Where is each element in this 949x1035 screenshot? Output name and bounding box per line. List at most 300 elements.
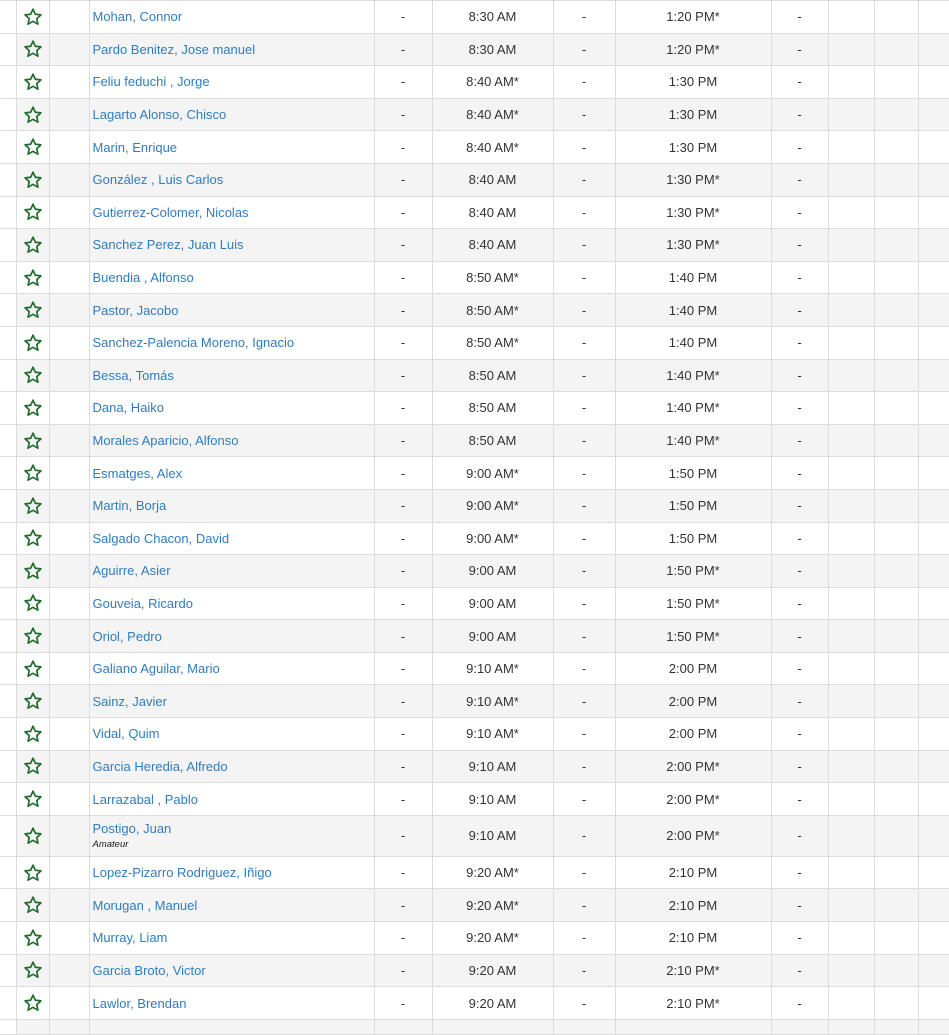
round2-tee-time: 2:00 PM [615,652,771,685]
empty-cell [49,489,89,522]
position-cell: - [553,326,615,359]
empty-cell [49,1019,89,1034]
star-outline-icon[interactable] [17,789,49,809]
empty-cell [828,750,874,783]
table-row [0,326,949,359]
round2-tee-time: 1:50 PM [615,457,771,490]
empty-cell [874,856,918,889]
position-cell: - [553,783,615,816]
empty-cell [49,261,89,294]
empty-cell [918,163,949,196]
empty-cell [874,131,918,164]
favorite-cell[interactable] [16,652,49,685]
favorite-cell[interactable] [16,685,49,718]
favorite-cell[interactable] [16,718,49,751]
position-cell: - [374,685,432,718]
round1-tee-time: 9:20 AM* [432,922,553,955]
star-outline-icon[interactable] [17,365,49,385]
round2-tee-time: 2:10 PM [615,922,771,955]
position-cell: - [374,1,432,34]
empty-cell [828,555,874,588]
empty-cell [828,392,874,425]
empty-cell [49,33,89,66]
empty-cell [553,1019,615,1034]
position-cell: - [553,489,615,522]
favorite-cell[interactable] [16,620,49,653]
favorite-cell[interactable] [16,457,49,490]
player-name-cell [89,294,374,327]
empty-cell [874,229,918,262]
favorite-cell[interactable] [16,783,49,816]
empty-cell [918,987,949,1020]
round1-tee-time: 9:10 AM* [432,652,553,685]
star-outline-icon[interactable] [17,659,49,679]
row-edge [0,229,16,262]
round2-tee-time: 1:50 PM [615,489,771,522]
star-outline-icon[interactable] [17,993,49,1013]
star-outline-icon[interactable] [17,496,49,516]
player-name-link[interactable]: Galiano Aguilar, Mario [92,661,220,677]
player-name-cell [89,620,374,653]
empty-cell [874,555,918,588]
empty-cell [918,359,949,392]
player-name-link[interactable]: Esmatges, Alex [92,465,183,481]
table-row [0,392,949,425]
player-name-link[interactable]: Salgado Chacon, David [92,530,230,546]
player-name-link[interactable]: Marin, Enrique [92,139,178,155]
empty-cell [874,66,918,99]
player-name-link[interactable]: Lagarto Alonso, Chisco [92,107,227,123]
position-cell: - [771,392,828,425]
empty-cell [918,522,949,555]
empty-cell [874,652,918,685]
empty-cell [874,954,918,987]
star-outline-icon[interactable] [17,137,49,157]
empty-cell [828,587,874,620]
round2-tee-time: 2:10 PM [615,856,771,889]
row-edge [0,489,16,522]
player-name-cell [89,652,374,685]
star-outline-icon[interactable] [17,626,49,646]
empty-cell [918,196,949,229]
star-outline-icon[interactable] [17,431,49,451]
player-name-link[interactable]: Postigo, Juan [92,821,172,837]
round2-tee-time: 2:00 PM* [615,783,771,816]
row-edge [0,685,16,718]
star-outline-icon[interactable] [17,724,49,744]
position-cell: - [374,392,432,425]
row-edge [0,98,16,131]
empty-cell [49,1,89,34]
player-name-link[interactable]: Vidal, Quim [92,726,160,742]
player-name-cell [89,98,374,131]
favorite-cell[interactable] [16,98,49,131]
round2-tee-time: 2:10 PM* [615,954,771,987]
row-edge [0,66,16,99]
player-name-cell [89,954,374,987]
round1-tee-time: 9:00 AM* [432,522,553,555]
position-cell: - [771,522,828,555]
round2-tee-time: 1:40 PM [615,261,771,294]
table-row [0,652,949,685]
position-cell: - [771,457,828,490]
empty-cell [828,457,874,490]
table-row [0,196,949,229]
position-cell: - [771,954,828,987]
row-edge [0,359,16,392]
star-outline-icon[interactable] [17,268,49,288]
row-edge [0,750,16,783]
empty-cell [918,1019,949,1034]
player-name-cell [89,1,374,34]
player-name-link[interactable]: Morugan , Manuel [92,897,198,913]
position-cell: - [771,33,828,66]
star-outline-icon[interactable] [17,170,49,190]
row-edge [0,163,16,196]
empty-cell [0,1019,16,1034]
row-edge [0,555,16,588]
table-row [0,954,949,987]
empty-cell [918,652,949,685]
empty-cell [432,1019,553,1034]
player-name-link[interactable]: Feliu feduchi , Jorge [92,74,210,90]
empty-cell [828,1,874,34]
empty-cell [49,685,89,718]
empty-cell [828,922,874,955]
position-cell: - [771,326,828,359]
table-row [0,685,949,718]
player-name-link[interactable]: Gouveia, Ricardo [92,595,193,611]
player-name-link[interactable]: Sanchez-Palencia Moreno, Ignacio [92,335,295,351]
table-row-partial [0,1019,949,1034]
position-cell: - [553,587,615,620]
position-cell: - [553,555,615,588]
row-edge [0,652,16,685]
table-row [0,718,949,751]
position-cell: - [553,718,615,751]
empty-cell [918,457,949,490]
round1-tee-time: 8:50 AM [432,392,553,425]
round1-tee-time: 8:30 AM [432,33,553,66]
position-cell: - [374,954,432,987]
empty-cell [828,359,874,392]
position-cell: - [771,783,828,816]
star-outline-icon[interactable] [17,398,49,418]
empty-cell [49,424,89,457]
row-edge [0,987,16,1020]
position-cell: - [771,685,828,718]
empty-cell [89,1019,374,1034]
star-outline-icon[interactable] [17,235,49,255]
position-cell: - [771,131,828,164]
table-row [0,856,949,889]
empty-cell [828,652,874,685]
table-row [0,522,949,555]
round1-tee-time: 9:10 AM [432,750,553,783]
player-name-link[interactable]: Larrazabal , Pablo [92,791,199,807]
favorite-cell[interactable] [16,294,49,327]
table-row [0,889,949,922]
empty-cell [918,392,949,425]
empty-cell [874,196,918,229]
position-cell: - [771,98,828,131]
empty-cell [828,856,874,889]
player-name-link[interactable]: González , Luis Carlos [92,172,224,188]
position-cell: - [374,856,432,889]
player-name-link[interactable]: Buendia , Alfonso [92,270,194,286]
position-cell: - [374,33,432,66]
empty-cell [828,424,874,457]
favorite-cell[interactable] [16,229,49,262]
table-row [0,987,949,1020]
empty-cell [918,294,949,327]
player-name-link[interactable]: Garcia Broto, Victor [92,962,206,978]
star-outline-icon[interactable] [17,960,49,980]
player-name-link[interactable]: Garcia Heredia, Alfredo [92,758,228,774]
position-cell: - [771,922,828,955]
position-cell: - [771,196,828,229]
empty-cell [49,783,89,816]
round1-tee-time: 8:40 AM* [432,98,553,131]
position-cell: - [771,424,828,457]
star-outline-icon[interactable] [17,72,49,92]
star-outline-icon[interactable] [17,826,49,846]
empty-cell [828,131,874,164]
player-name-cell [89,33,374,66]
favorite-cell[interactable] [16,196,49,229]
player-name-link[interactable]: Morales Aparicio, Alfonso [92,433,239,449]
table-row [0,66,949,99]
table-row [0,457,949,490]
favorite-cell[interactable] [16,954,49,987]
favorite-cell[interactable] [16,587,49,620]
row-edge [0,196,16,229]
player-name-link[interactable]: Pastor, Jacobo [92,302,179,318]
star-outline-icon[interactable] [17,756,49,776]
star-outline-icon[interactable] [17,333,49,353]
star-outline-icon[interactable] [17,463,49,483]
empty-cell [615,1019,771,1034]
position-cell: - [374,66,432,99]
row-edge [0,783,16,816]
round2-tee-time: 1:30 PM* [615,229,771,262]
round2-tee-time: 1:40 PM* [615,359,771,392]
position-cell: - [553,66,615,99]
player-name-link[interactable]: Pardo Benitez, Jose manuel [92,41,256,57]
favorite-cell[interactable] [16,856,49,889]
star-outline-icon[interactable] [17,105,49,125]
position-cell: - [771,229,828,262]
position-cell: - [771,750,828,783]
star-outline-icon[interactable] [17,863,49,883]
empty-cell [49,718,89,751]
position-cell: - [553,954,615,987]
star-outline-icon[interactable] [17,7,49,27]
position-cell: - [374,522,432,555]
player-name-link[interactable]: Murray, Liam [92,930,168,946]
star-outline-icon[interactable] [17,928,49,948]
favorite-cell[interactable] [16,261,49,294]
favorite-cell[interactable] [16,522,49,555]
player-name-link[interactable]: Bessa, Tomás [92,367,174,383]
position-cell: - [771,856,828,889]
round2-tee-time: 1:50 PM [615,522,771,555]
star-outline-icon[interactable] [17,895,49,915]
empty-cell [828,620,874,653]
empty-cell [828,889,874,922]
player-name-cell [89,424,374,457]
empty-cell [828,261,874,294]
star-outline-icon[interactable] [17,561,49,581]
empty-cell [918,489,949,522]
position-cell: - [553,33,615,66]
empty-cell [49,392,89,425]
star-outline-icon[interactable] [17,593,49,613]
empty-cell [918,889,949,922]
player-name-link[interactable]: Sanchez Perez, Juan Luis [92,237,244,253]
empty-cell [918,131,949,164]
round1-tee-time: 8:50 AM* [432,294,553,327]
table-row [0,750,949,783]
favorite-cell[interactable] [16,163,49,196]
empty-cell [49,359,89,392]
empty-cell [49,750,89,783]
position-cell: - [553,889,615,922]
position-cell: - [374,922,432,955]
favorite-cell[interactable] [16,392,49,425]
player-name-link[interactable]: Dana, Haiko [92,400,165,416]
position-cell: - [771,261,828,294]
favorite-cell[interactable] [16,359,49,392]
round1-tee-time: 8:50 AM [432,424,553,457]
table-row [0,815,949,856]
position-cell: - [771,718,828,751]
empty-cell [918,33,949,66]
player-status-label: Amateur [92,839,129,851]
position-cell: - [553,163,615,196]
row-edge [0,620,16,653]
empty-cell [828,163,874,196]
player-name-link[interactable]: Aguirre, Asier [92,563,171,579]
position-cell: - [553,856,615,889]
round2-tee-time: 1:50 PM* [615,587,771,620]
player-name-cell [89,163,374,196]
round2-tee-time: 1:30 PM [615,131,771,164]
position-cell: - [553,457,615,490]
position-cell: - [553,1,615,34]
player-name-link[interactable]: Mohan, Connor [92,9,183,25]
player-name-link[interactable]: Gutierrez-Colomer, Nicolas [92,204,249,220]
position-cell: - [553,620,615,653]
empty-cell [828,685,874,718]
round1-tee-time: 9:10 AM [432,815,553,856]
favorite-cell[interactable] [16,889,49,922]
empty-cell [49,229,89,262]
table-row [0,98,949,131]
player-name-link[interactable]: Martin, Borja [92,498,167,514]
empty-cell [918,1,949,34]
empty-cell [49,987,89,1020]
favorite-cell[interactable] [16,555,49,588]
favorite-cell[interactable] [16,987,49,1020]
favorite-cell[interactable] [16,750,49,783]
position-cell: - [374,163,432,196]
favorite-cell[interactable] [16,33,49,66]
favorite-cell[interactable] [16,66,49,99]
star-outline-icon[interactable] [17,528,49,548]
position-cell: - [553,359,615,392]
row-edge [0,392,16,425]
empty-cell [874,750,918,783]
empty-cell [874,783,918,816]
player-name-cell [89,750,374,783]
position-cell: - [374,555,432,588]
empty-cell [828,815,874,856]
player-name-cell [89,718,374,751]
table-body [0,1,949,1035]
empty-cell [918,587,949,620]
empty-cell [874,98,918,131]
position-cell: - [374,718,432,751]
favorite-cell[interactable] [16,489,49,522]
empty-cell [874,922,918,955]
favorite-cell[interactable] [16,131,49,164]
player-name-link[interactable]: Lawlor, Brendan [92,995,187,1011]
player-name-link[interactable]: Sainz, Javier [92,693,167,709]
favorite-cell[interactable] [16,424,49,457]
round2-tee-time: 1:50 PM* [615,555,771,588]
empty-cell [49,856,89,889]
row-edge [0,33,16,66]
row-edge [0,889,16,922]
empty-cell [874,1019,918,1034]
position-cell: - [553,131,615,164]
star-outline-icon[interactable] [17,691,49,711]
empty-cell [49,815,89,856]
empty-cell [918,856,949,889]
player-name-cell [89,522,374,555]
favorite-cell[interactable] [16,326,49,359]
empty-cell [49,620,89,653]
player-name-link[interactable]: Oriol, Pedro [92,628,162,644]
position-cell: - [553,815,615,856]
favorite-cell[interactable] [16,922,49,955]
empty-cell [874,522,918,555]
star-outline-icon[interactable] [17,39,49,59]
empty-cell [874,457,918,490]
table-row [0,555,949,588]
player-name-cell [89,392,374,425]
position-cell: - [771,889,828,922]
table-row [0,922,949,955]
star-outline-icon[interactable] [17,202,49,222]
round2-tee-time: 1:40 PM* [615,392,771,425]
player-name-link[interactable]: Lopez-Pizarro Rodriguez, Iñigo [92,865,272,881]
position-cell: - [553,229,615,262]
round1-tee-time: 9:00 AM [432,555,553,588]
position-cell: - [771,815,828,856]
table-row [0,783,949,816]
row-edge [0,815,16,856]
star-outline-icon[interactable] [17,300,49,320]
position-cell: - [553,922,615,955]
empty-cell [874,326,918,359]
empty-cell [49,922,89,955]
position-cell: - [374,457,432,490]
favorite-cell[interactable] [16,815,49,856]
favorite-cell[interactable] [16,1,49,34]
round1-tee-time: 8:40 AM [432,229,553,262]
